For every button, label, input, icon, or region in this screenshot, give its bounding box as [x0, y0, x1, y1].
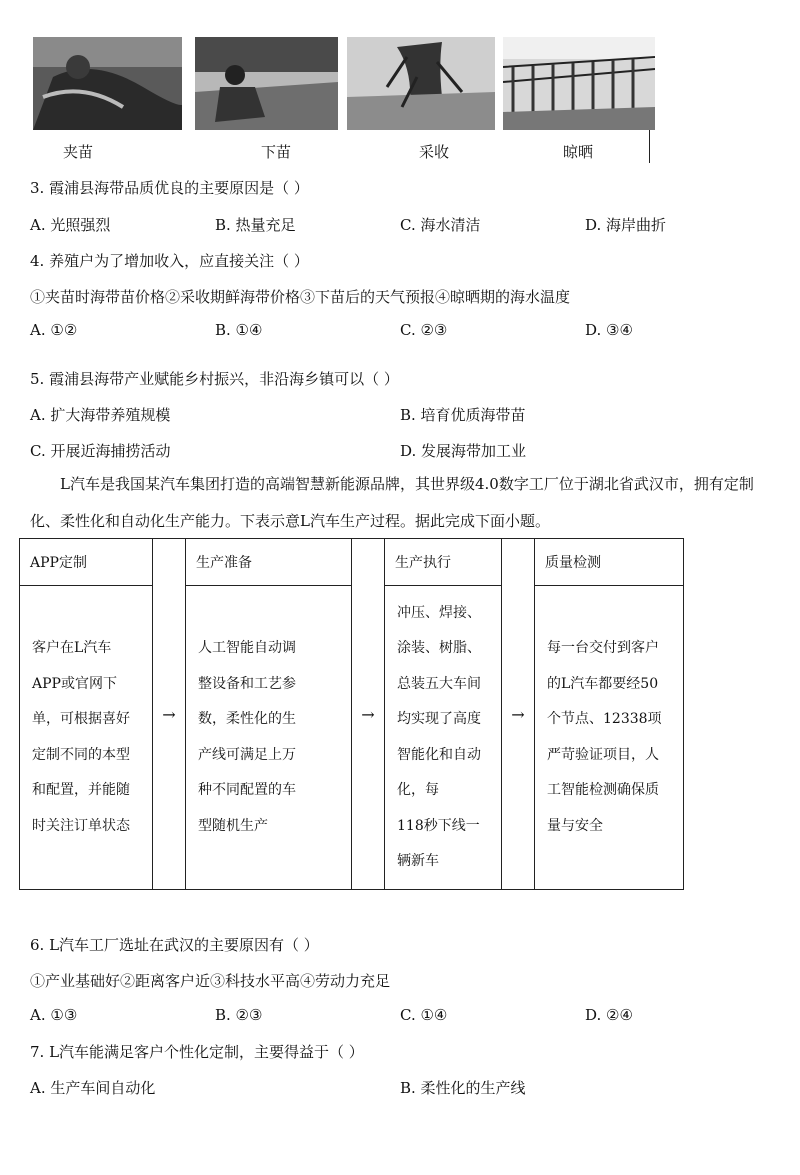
divider-line — [649, 130, 650, 163]
q5-option-b[interactable]: B. 培育优质海带苗 — [400, 406, 526, 424]
step-line: APP或官网下 — [32, 675, 117, 692]
step-line: 人工智能自动调 — [198, 640, 296, 656]
q5-option-c[interactable]: C. 开展近海捕捞活动 — [30, 442, 171, 460]
step-line: 严苛验证项目，人 — [547, 746, 659, 763]
step-line: 总装五大车间 — [397, 675, 481, 692]
question-6-items: ①产业基础好②距离客户近③科技水平高④劳动力充足 — [30, 972, 391, 990]
step-line: 和配置，并能随 — [32, 782, 130, 798]
intro-paragraph: L汽车是我国某汽车集团打造的高端智慧新能源品牌，其世界级4.0数字工厂位于湖北省武汉市，拥有定制化、柔性化和自动化生产能力。下表示意L汽车生产过程。据此完成下面小题。 — [30, 475, 754, 530]
step-line: 定制不同的本型 — [32, 746, 130, 763]
step-line: 单，可根据喜好 — [32, 711, 130, 727]
q5-option-a[interactable]: A. 扩大海带养殖规模 — [30, 406, 171, 424]
question-3-stem: 3. 霞浦县海带品质优良的主要原因是（ ） — [30, 179, 309, 197]
step-line: 量与安全 — [547, 817, 603, 834]
q6-option-a[interactable]: A. ①③ — [30, 1006, 78, 1024]
photo-caption: 晾晒 — [563, 143, 594, 161]
step-line: 种不同配置的车 — [198, 782, 296, 798]
step-body-exec — [385, 586, 502, 890]
arrow-icon: → — [153, 539, 186, 890]
step-line: 整设备和工艺参 — [198, 675, 296, 692]
q3-option-a[interactable]: A. 光照强烈 — [30, 216, 111, 234]
q3-option-b[interactable]: B. 热量充足 — [215, 216, 296, 234]
step-body-prep — [186, 586, 352, 890]
harvest-photo — [347, 37, 495, 130]
step-body-app — [20, 586, 153, 890]
seedling-planting-photo — [195, 37, 338, 130]
step-line: 型随机生产 — [198, 817, 268, 834]
step-line: 每一台交付到客户 — [547, 640, 659, 656]
question-6-stem: 6. L汽车工厂选址在武汉的主要原因有（ ） — [30, 936, 319, 954]
q3-option-c[interactable]: C. 海水清洁 — [400, 216, 481, 234]
step-line: 时关注订单状态 — [32, 817, 130, 834]
q3-option-d[interactable]: D. 海岸曲折 — [585, 216, 667, 234]
step-title-app: APP定制 — [20, 539, 153, 586]
q4-option-c[interactable]: C. ②③ — [400, 321, 448, 339]
step-line: 工智能检测确保质 — [547, 782, 659, 798]
step-line: 冲压、焊接、 — [397, 604, 481, 621]
drying-photo — [503, 37, 655, 130]
q6-option-d[interactable]: D. ②④ — [585, 1006, 633, 1024]
step-title-prep: 生产准备 — [186, 539, 352, 586]
q6-option-b[interactable]: B. ②③ — [215, 1006, 263, 1024]
step-line: 个节点、12338项 — [547, 711, 662, 727]
step-line: 的L汽车都要经50 — [547, 675, 659, 692]
q7-option-b[interactable]: B. 柔性化的生产线 — [400, 1079, 526, 1097]
step-title-qc: 质量检测 — [535, 539, 684, 586]
step-line: 化，每 — [397, 782, 439, 798]
step-line: 118秒下线一 — [397, 817, 480, 834]
step-line: 辆新车 — [397, 853, 439, 869]
q6-option-c[interactable]: C. ①④ — [400, 1006, 448, 1024]
arrow-icon: → — [502, 539, 535, 890]
photo-caption: 采收 — [419, 143, 450, 161]
step-body-qc — [535, 586, 684, 890]
step-line: 涂装、树脂、 — [397, 640, 481, 656]
question-4-items: ①夹苗时海带苗价格②采收期鲜海带价格③下苗后的天气预报④晾晒期的海水温度 — [30, 288, 571, 306]
q7-option-a[interactable]: A. 生产车间自动化 — [30, 1079, 156, 1097]
step-line: 均实现了高度 — [397, 711, 481, 727]
step-line: 产线可满足上万 — [198, 746, 296, 763]
step-line: 客户在L汽车 — [32, 640, 112, 656]
q4-option-a[interactable]: A. ①② — [30, 321, 78, 339]
step-line: 数，柔性化的生 — [198, 711, 296, 727]
step-title-exec: 生产执行 — [385, 539, 502, 586]
question-4-stem: 4. 养殖户为了增加收入，应直接关注（ ） — [30, 252, 309, 270]
arrow-icon: → — [352, 539, 385, 890]
question-7-stem: 7. L汽车能满足客户个性化定制，主要得益于（ ） — [30, 1043, 364, 1061]
photo-caption: 夹苗 — [63, 143, 94, 161]
photo-caption: 下苗 — [261, 143, 292, 161]
q5-option-d[interactable]: D. 发展海带加工业 — [400, 442, 527, 460]
question-5-stem: 5. 霞浦县海带产业赋能乡村振兴，非沿海乡镇可以（ ） — [30, 370, 399, 388]
q4-option-b[interactable]: B. ①④ — [215, 321, 263, 339]
production-flow-table — [19, 538, 684, 890]
q4-option-d[interactable]: D. ③④ — [585, 321, 633, 339]
seedling-clamp-photo — [33, 37, 182, 130]
step-line: 智能化和自动 — [397, 746, 481, 763]
